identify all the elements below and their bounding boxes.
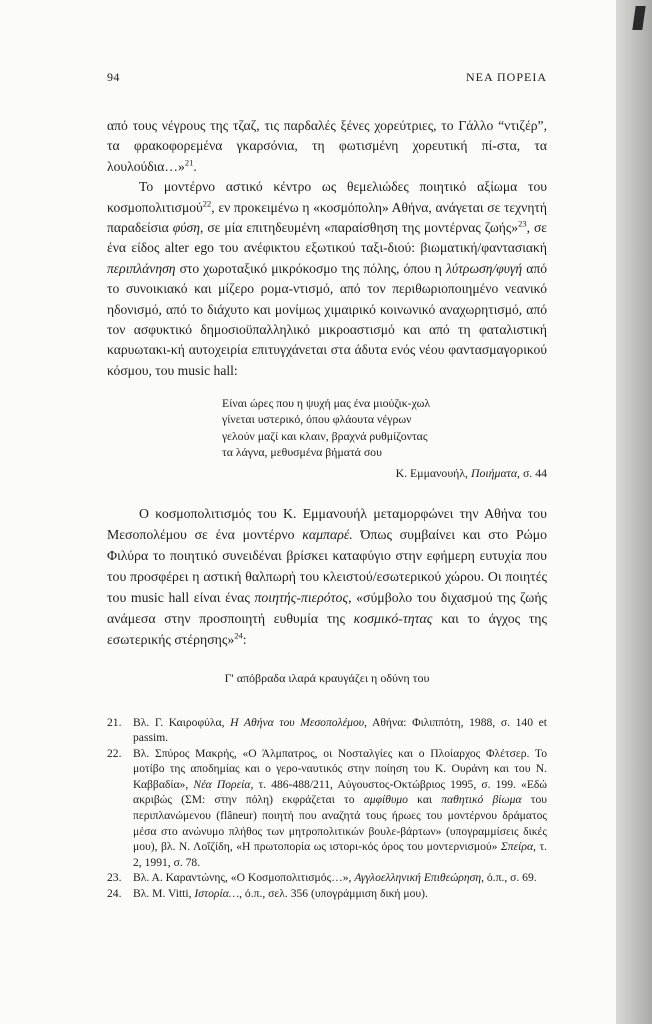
footnote-21: [107, 715, 547, 746]
verse-quote: [222, 395, 547, 460]
page-header: [107, 70, 547, 86]
footnote-text: Βλ. Σπύρος Μακρής, «Ο Άλμπατρος, οι Νοσταλγίες και ο Πλοίαρχος Φλέτσερ. Το μοτίβο της αποδημίας και ο γερο-ναυτικός στην ποίηση του Κ. Ουράνη και του Ν. Καββαδία», Νέα Πορεία, τ. 486-488/211, Αύγουστος-Οκτώβριος 1995, σ. 199. «Εδώ ακριβώς (ΣΜ: στην πόλη) εκφράζεται το αμφίθυμο και παθητικό βίωμα του περιπλανώμενου (flâneur) ποιητή που αναζητά τους ήρωες του μοντέρνου δράματος μέσα στο ανώνυμο πλήθος των μητροπολιτικών βουλε-βάρτων» (υπογραμμίσεις δικές μου), βλ. Ν. Λοΐζίδη, «Η πρωτοπορία ως ιστορι-κός όρος του μοντερνισμού» Σπείρα, τ. 2, 1991, σ. 78.: [133, 746, 548, 869]
verse-line: γελούν μαζί και κλαιν, βραχνά ρυθμίζοντας: [222, 428, 428, 443]
verse-line: γίνεται υστερικό, όπου φλάουτα νέγρων: [222, 412, 412, 427]
quoted-verse-line: Γ' απόβραδα ιλαρά κραυγάζει η οδύνη του: [224, 671, 430, 686]
page-body: [107, 116, 547, 902]
page-number: 94: [107, 70, 120, 84]
running-title: ΝΕΑ ΠΟΡΕΙΑ: [466, 70, 547, 84]
footnote-number: 22.: [107, 746, 122, 760]
verse-source: Κ. Εμμανουήλ, Ποιήματα, σ. 44: [395, 466, 547, 481]
paragraph-1: από τους νέγρους της τζαζ, τις παρδαλές ξένες χορεύτριες, το Γάλλο “ντιζέρ”, τα φρακοφορεμένα γκαρσόνια, τη φωτισμένη χορευτική πί-στα, τα λουλούδια…»$^{21}$.: [107, 118, 547, 174]
footnote-ref-21[interactable]: 21: [184, 157, 194, 168]
footnote-text: Βλ. Α. Καραντώνης, «Ο Κοσμοπολιτισμός…», Αγγλοελληνική Επιθεώρηση, ό.π., σ. 69.: [133, 871, 537, 885]
footnote-number: 21.: [107, 715, 122, 729]
footnote-22: [107, 746, 547, 871]
footnote-text: Βλ. M. Vitti, Ιστορία…, ό.π., σελ. 356 (υπογράμμιση δική μου).: [133, 887, 428, 901]
footnotes: [107, 715, 547, 902]
footnote-ref-24[interactable]: 24: [234, 630, 243, 641]
footnote-ref-22[interactable]: 22: [202, 198, 212, 209]
footnote-number: 24.: [107, 887, 122, 901]
footnote-ref-23[interactable]: 23: [518, 218, 527, 229]
footnote-text: Βλ. Γ. Καιροφύλα, Η Αθήνα του Μεσοπολέμου, Αθήνα: Φιλιππότη, 1988, σ. 140 et passim.: [133, 715, 548, 745]
footnote-number: 23.: [107, 871, 122, 885]
verse-line: Είναι ώρες που η ψυχή μας ένα μιούζικ-χωλ: [222, 396, 431, 411]
verse-line: τα λάγνα, μεθυσμένα βήματά σου: [222, 444, 382, 459]
paragraph-3: Ο κοσμοπολιτισμός του Κ. Εμμανουήλ μεταμορφώνει την Αθήνα του Μεσοπολέμου σε ένα μοντέρνο καμπαρέ. Όπως συμβαίνει και στο Ρώμο Φιλύρα το ποιητικό συνειδέναι βρίσκει καταφύγιο στην εφήμερη ευτυχία που του προσφέρει η αστική θαλπωρή του κλειστού/εσωτερικού χώρου. Οι ποιητές του music hall είναι ένας ποιητής-πιερότος, «σύμβολο του διχασμού της ζωής ανάμεσα στην προσποιητή ευθυμία της κοσμικό-τητας και το άγχος της εσωτερικής στέρησης»$^{24}$:: [107, 506, 547, 648]
paragraph-2: Το μοντέρνο αστικό κέντρο ως θεμελιώδες ποιητικό αξίωμα του κοσμοπολιτισμού$^{22}$, εν προκειμένω η «κοσμόπολη» Αθήνα, ανάγεται σε τεχνητή παραδείσια φύση, σε μία επιτηδευμένη «παραίσθηση της μοντέρνας ζωής»$^{23}$, σε ένα είδος alter ego του ανέφικτου εξωτικού ταξι-διού: βιωματική/φαντασιακή περιπλάνηση στο χωροταξικό μικρόκοσμο της πόλης, όπου η λύτρωση/φυγή από το συνοικιακό και μίζερο ρομα-ντισμό, από τον περιθωριοποιημένο νεανικό ηδονισμό, από το διάχυτο και μονίμως χιμαιρικό κοινωνικό αναχωρητισμό, από τον ασφυκτικό δημοσιοϋπαλληλικό μικροαστισμό και από τη φαταλιστική καρυωτακι-κή αυτοχειρία επιτυγχάνεται στα άδυτα ενός νέου φαντασμαγορικού κόσμου, του music hall:: [107, 179, 547, 378]
footnote-24: [107, 886, 547, 902]
footnote-23: [107, 870, 547, 886]
page-edge-shadow: [616, 0, 652, 1024]
